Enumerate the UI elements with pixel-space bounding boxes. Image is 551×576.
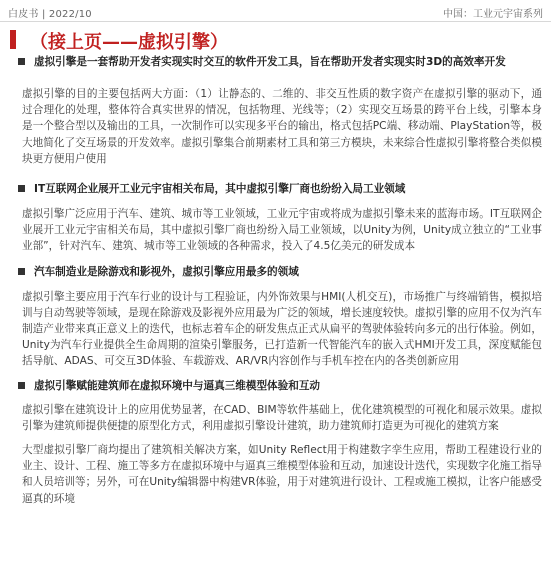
- report-type-date: 白皮书 | 2022/10: [8, 9, 92, 20]
- body-paragraph: 虚拟引擎的目的主要包括两大方面：（1）让静态的、二维的、非交互性质的数字资产在虚拟引擎的驱动下，通过合理化的处理，整体符合真实世界的情况，包括物理、光线等；（2）实现交互场景的跨平台上线，引擎本身是一个整合型以及输出的工具，一次制作可以实现多平台的输出，格式包括PC端、移动端、PlayStation等，极大地简化了交互场景的开发效率。虚拟引擎集合前期素材工具和第三方模块，未来综合性虚拟引擎将整合类似模块更方便用户使用: [22, 88, 542, 165]
- main-content: [12, 54, 542, 507]
- page-header: [0, 0, 551, 22]
- bullet-heading-text: IT互联网企业展开工业元宇宙相关布局，其中虚拟引擎厂商也纷纷入局工业领域: [34, 183, 406, 196]
- body-paragraph: 虚拟引擎主要应用于汽车行业的设计与工程验证，内外饰效果与HMI(人机交互)，市场推广与终端销售，模拟培训与自动驾驶等领域，是现在除游戏及影视外应用最为广泛的领域，增长速度较快。虚拟引擎的应用不仅为汽车制造产业带来真正意义上的迭代，也标志着车企的研发焦点正式从扁平的驾驶体验转向多元的出行体验。例如，Unity为汽车行业提供全生命周期的渲染引擎服务，已打造新一代智能汽车的嵌入式HMI开发工具，深度赋能包括导航、ADAS、可交互3D体验、车载游戏、AR/VR内容创作与手机车控在内的各类创新应用: [22, 290, 542, 368]
- bullet-heading: [12, 264, 542, 280]
- bullet-heading: [12, 378, 542, 394]
- bullet-heading-text: 虚拟引擎赋能建筑师在虚拟环境中与逼真三维模型体验和互动: [34, 379, 321, 392]
- bullet-heading: [12, 54, 542, 70]
- square-bullet-icon: [18, 185, 25, 192]
- body-paragraph: 虚拟引擎广泛应用于汽车、建筑、城市等工业领域，工业元宇宙或将成为虚拟引擎未来的蓝海市场。IT互联网企业展开工业元宇宙相关布局，其中虚拟引擎厂商也纷纷入局工业领域，以Unity为例，Unity成立独立的“工业事业部”，针对汽车、建筑、城市等工业领域的各种需求，投入了4.5亿美元的研发成本: [22, 208, 542, 253]
- square-bullet-icon: [18, 58, 25, 65]
- section-title-row: [10, 29, 543, 53]
- body-paragraph: 大型虚拟引擎厂商均提出了建筑相关解决方案，如Unity Reflect用于构建数字孪生应用，帮助工程建设行业的业主、设计、工程、施工等多方在虚拟环境中与逼真三维模型体验和互动，加速设计迭代，实现数字化施工指导和人员培训等；另外，可在Unity编辑器中构建VR体验，用于对建筑进行设计、工程或施工模拟，让客户能感受逼真的环境: [22, 444, 542, 505]
- report-series: 中国：工业元宇宙系列: [443, 9, 543, 20]
- bullet-heading: [12, 181, 542, 197]
- bullet-heading-text: 汽车制造业是除游戏和影视外，虚拟引擎应用最多的领域: [34, 265, 299, 278]
- bullet-heading-text: 虚拟引擎是一套帮助开发者实现实时交互的软件开发工具，旨在帮助开发者实现实时3D的高效率开发: [34, 56, 506, 68]
- square-bullet-icon: [18, 268, 25, 275]
- body-paragraph: 虚拟引擎在建筑设计上的应用优势显著，在CAD、BIM等软件基础上，优化建筑模型的可视化和展示效果。虚拟引擎为建筑师提供便捷的原型化方式，利用虚拟引擎设计建筑，助力建筑师打造更为可视化的建筑方案: [22, 403, 542, 432]
- page-title: （接上页——虚拟引擎）: [30, 32, 228, 53]
- title-accent-bar: [10, 30, 16, 49]
- square-bullet-icon: [18, 382, 25, 389]
